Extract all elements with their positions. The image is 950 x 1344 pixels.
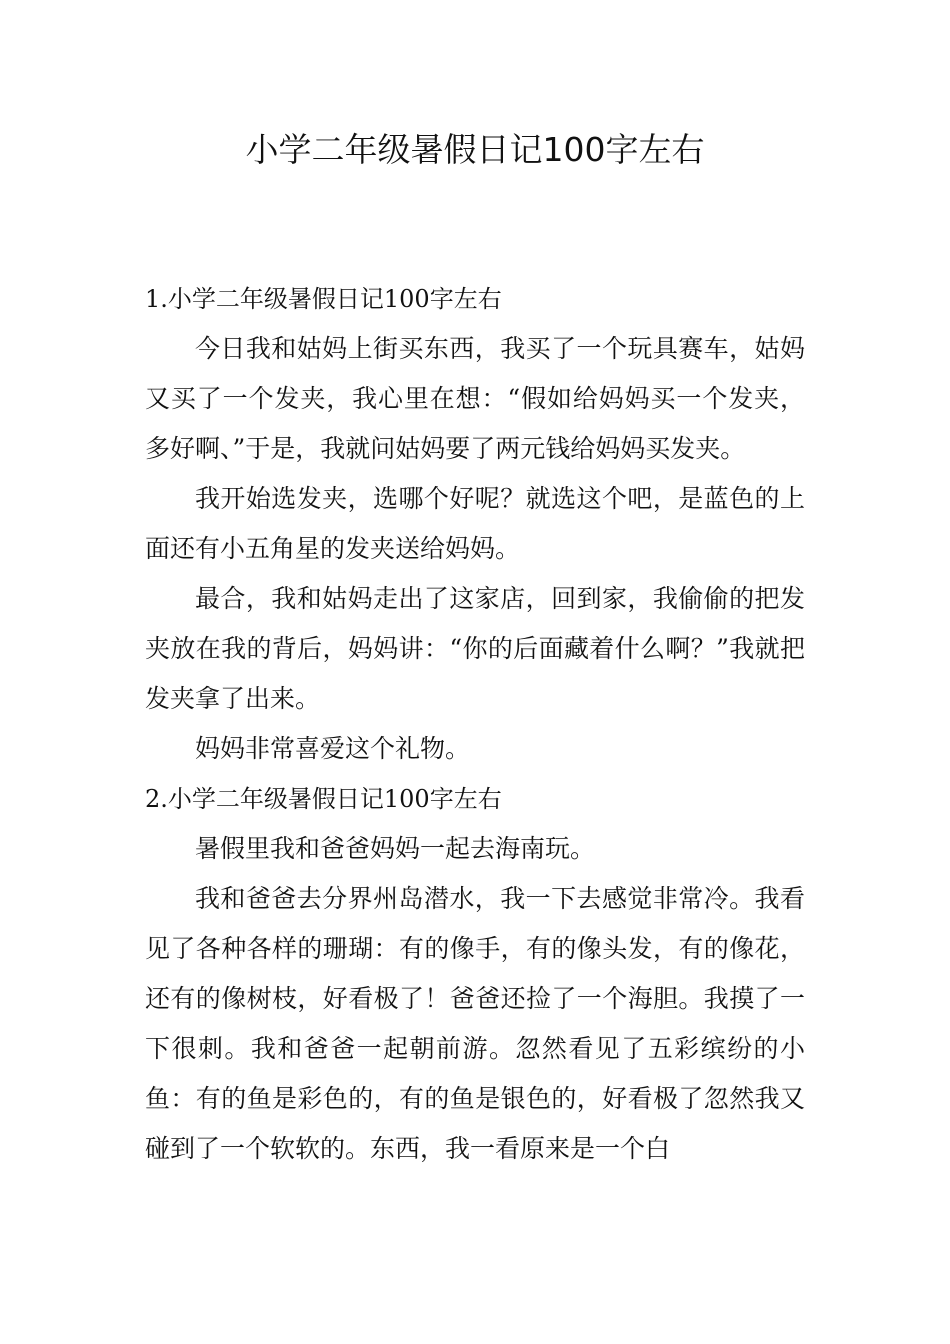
section-heading: 1.小学二年级暑假日记100字左右	[145, 285, 502, 313]
paragraph: 我开始选发夹，选哪个好呢？就选这个吧，是蓝色的上面还有小五角星的发夹送给妈妈。	[145, 484, 805, 563]
document-title: 小学二年级暑假日记100字左右	[245, 130, 705, 169]
section-1	[145, 274, 805, 774]
section-heading: 2.小学二年级暑假日记100字左右	[145, 785, 502, 813]
paragraph: 我和爸爸去分界州岛潜水，我一下去感觉非常冷。我看见了各种各样的珊瑚：有的像手，有的像头发，有的像花，还有的像树枝，好看极了！爸爸还捡了一个海胆。我摸了一下很刺。我和爸爸一起朝前游。忽然看见了五彩缤纷的小鱼：有的鱼是彩色的，有的鱼是银色的，好看极了忽然我又碰到了一个软软的。东西，我一看原来是一个白	[145, 884, 805, 1163]
paragraph: 妈妈非常喜爱这个礼物。	[195, 734, 471, 763]
paragraph: 暑假里我和爸爸妈妈一起去海南玩。	[195, 834, 596, 863]
document-body	[145, 274, 805, 1174]
section-2	[145, 774, 805, 1174]
paragraph: 今日我和姑妈上街买东西，我买了一个玩具赛车，姑妈又买了一个发夹，我心里在想：“假如给妈妈买一个发夹，多好啊、”于是，我就问姑妈要了两元钱给妈妈买发夹。	[145, 334, 805, 463]
paragraph: 最合，我和姑妈走出了这家店，回到家，我偷偷的把发夹放在我的背后，妈妈讲：“你的后面藏着什么啊？”我就把发夹拿了出来。	[145, 584, 805, 713]
